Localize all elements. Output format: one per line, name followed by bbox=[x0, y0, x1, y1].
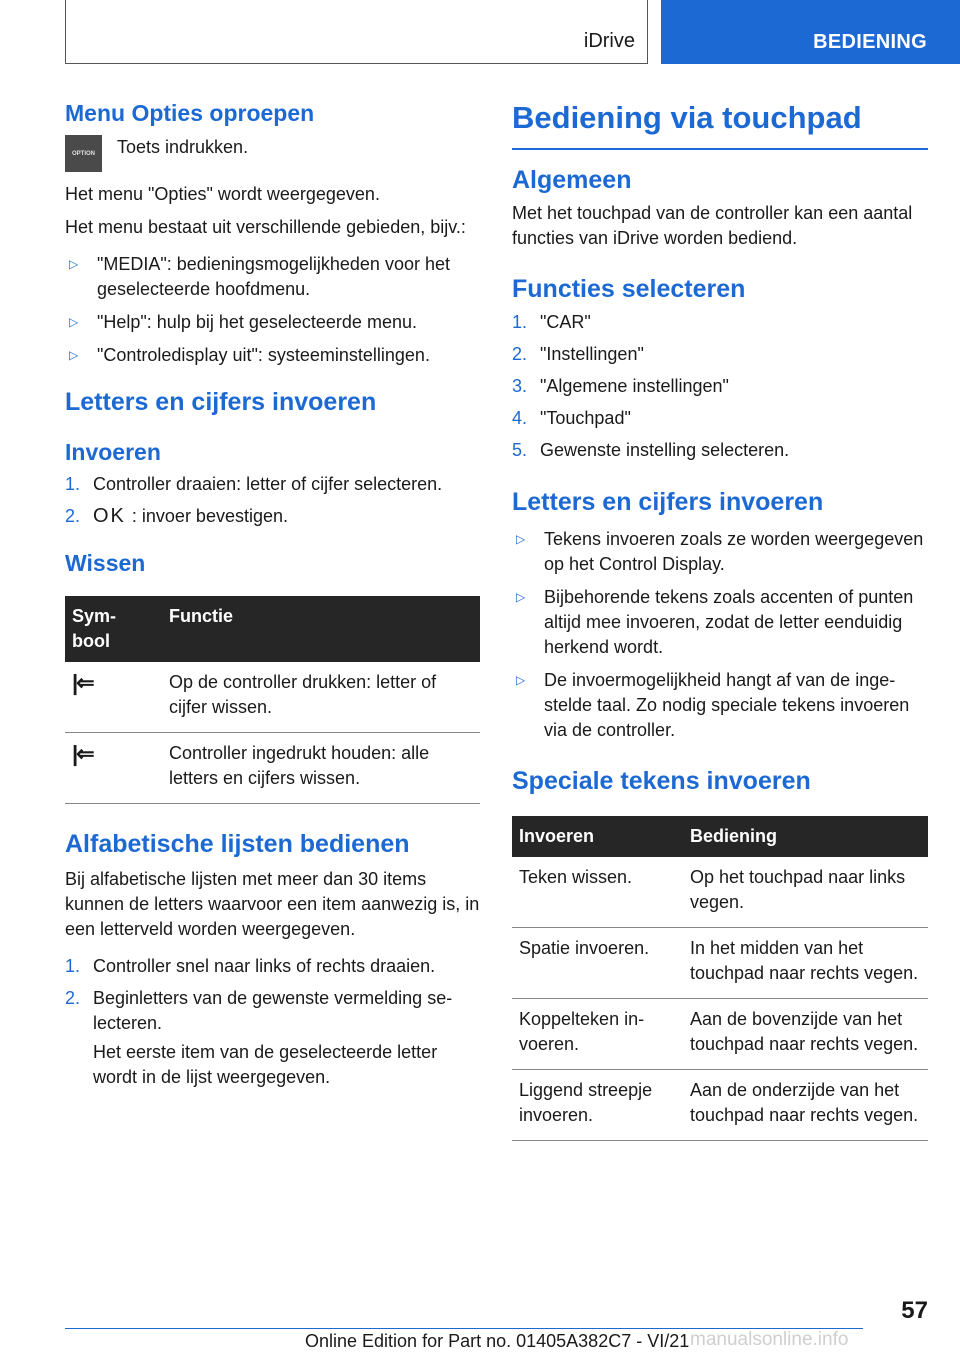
alfabetisch-steps bbox=[65, 954, 480, 1036]
chapter-tab bbox=[661, 0, 960, 64]
list-item: ▷ Tekens invoeren zoals ze worden weergegeven op het Control Display. bbox=[512, 527, 928, 577]
section-label: iDrive bbox=[583, 30, 635, 52]
right-column bbox=[512, 100, 928, 1141]
table-row: Liggend streepje invoeren. Aan de onderzijde van het touchpad naar rechts vegen. bbox=[512, 1070, 928, 1141]
list-item: ▷ "Help": hulp bij het geselecteerde menu. bbox=[65, 310, 480, 335]
alfabetisch-note: Het eerste item van de geselecteerde letter wordt in de lijst weergegeven. bbox=[93, 1042, 438, 1087]
list-item: 4. "Touchpad" bbox=[512, 408, 631, 428]
list-item: 2. Beginletters van de gewenste vermelding selecteren. bbox=[65, 988, 453, 1033]
table-row: Koppelteken invoeren. Aan de bovenzijde van het touchpad naar rechts vegen. bbox=[512, 999, 928, 1070]
chapter-tab-label: BEDIENING bbox=[813, 31, 927, 53]
list-item: ▷ "MEDIA": bedieningsmogelijkheden voor het geselecteerde hoofdmenu. bbox=[65, 252, 480, 302]
algemeen-text: Met het touchpad van de controller kan een aantal functies van iDrive worden bediend. bbox=[512, 203, 913, 248]
invoeren-heading: Invoeren bbox=[65, 439, 161, 465]
table-header: Bediening bbox=[683, 816, 928, 857]
option-key-text: Toets indrukken. bbox=[117, 137, 249, 157]
list-item: ▷ "Controledisplay uit": systeeminstellingen. bbox=[65, 343, 480, 368]
list-item: 1. Controller snel naar links of rechts draaien. bbox=[65, 956, 436, 976]
list-item: 5. Gewenste instelling selecteren. bbox=[512, 440, 790, 460]
heading-rule bbox=[512, 148, 928, 150]
option-key-row bbox=[65, 135, 480, 172]
list-item: 2. OK : invoer bevestigen. bbox=[65, 505, 288, 527]
triangle-bullet-icon: ▷ bbox=[69, 257, 79, 271]
left-column bbox=[65, 100, 480, 1090]
letters-touchpad-list bbox=[512, 527, 928, 743]
triangle-bullet-icon: ▷ bbox=[516, 532, 526, 546]
alfabetisch-heading: Alfabetische lijsten bedienen bbox=[65, 830, 410, 858]
speciale-table bbox=[512, 816, 928, 1141]
speciale-heading: Speciale tekens invoeren bbox=[512, 767, 811, 795]
page-number: 57 bbox=[901, 1297, 928, 1324]
table-row: |⇐ Controller ingedrukt houden: alle letters en cijfers wissen. bbox=[65, 733, 480, 804]
menu-opties-p2: Het menu bestaat uit verschillende gebieden, bijv.: bbox=[65, 217, 466, 237]
touchpad-heading: Bediening via touchpad bbox=[512, 100, 862, 135]
wissen-heading: Wissen bbox=[65, 550, 146, 576]
triangle-bullet-icon: ▷ bbox=[516, 590, 526, 604]
list-item: 1. Controller draaien: letter of cijfer selecteren. bbox=[65, 474, 443, 494]
ok-symbol: OK bbox=[93, 505, 126, 527]
edition-text: Online Edition for Part no. 01405A382C7 - VI/21 bbox=[305, 1331, 690, 1351]
table-header: Invoeren bbox=[512, 816, 683, 857]
list-item: ▷ De invoermogelijkheid hangt af van de ingestelde taal. Zo nodig speciale tekens invoeren via de controller. bbox=[512, 668, 928, 743]
alfabetisch-intro: Bij alfabetische lijsten met meer dan 30 items kunnen de letters waarvoor een item aanwezig is, in een letterveld worden weergegeven. bbox=[65, 869, 480, 939]
header-frame bbox=[65, 0, 648, 64]
watermark: manualsonline.info bbox=[690, 1329, 849, 1350]
wissen-table bbox=[65, 596, 480, 804]
table-row: Teken wissen. Op het touchpad naar links vegen. bbox=[512, 857, 928, 928]
invoeren-steps bbox=[65, 472, 480, 529]
table-row: |⇐ Op de controller drukken: letter of cijfer wissen. bbox=[65, 662, 480, 733]
letters-heading: Letters en cijfers invoeren bbox=[65, 388, 377, 416]
list-item: 1. "CAR" bbox=[512, 312, 591, 332]
menu-opties-list bbox=[65, 252, 480, 368]
option-button-icon: OPTION bbox=[65, 135, 102, 172]
letters-touchpad-heading: Letters en cijfers invoeren bbox=[512, 488, 824, 516]
menu-opties-heading: Menu Opties oproepen bbox=[65, 100, 315, 126]
algemeen-heading: Algemeen bbox=[512, 166, 632, 194]
table-header: Functie bbox=[162, 596, 480, 662]
triangle-bullet-icon: ▷ bbox=[69, 315, 79, 329]
list-item: 3. "Algemene instellingen" bbox=[512, 376, 729, 396]
table-header: Sym- bool bbox=[65, 596, 162, 662]
backspace-icon: |⇐ bbox=[72, 670, 93, 695]
menu-opties-p1: Het menu "Opties" wordt weergegeven. bbox=[65, 184, 380, 204]
functies-steps bbox=[512, 310, 928, 463]
triangle-bullet-icon: ▷ bbox=[69, 348, 79, 362]
triangle-bullet-icon: ▷ bbox=[516, 673, 526, 687]
list-item: 2. "Instellingen" bbox=[512, 344, 644, 364]
backspace-icon: |⇐ bbox=[72, 741, 93, 766]
functies-heading: Functies selecteren bbox=[512, 275, 746, 303]
table-row: Spatie invoeren. In het midden van het touchpad naar rechts vegen. bbox=[512, 928, 928, 999]
list-item: ▷ Bijbehorende tekens zoals accenten of punten altijd mee invoeren, zodat de letter eenduidig herkend wordt. bbox=[512, 585, 928, 660]
